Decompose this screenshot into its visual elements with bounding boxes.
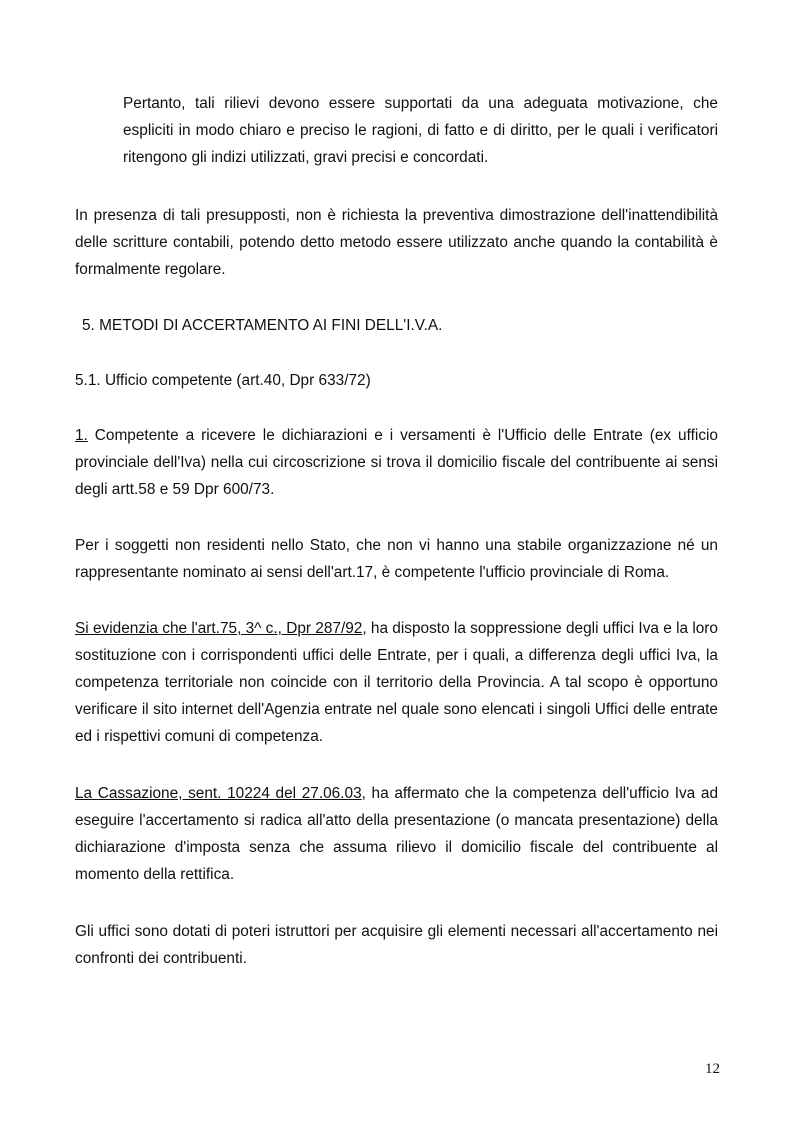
paragraph-soppressione-uffici: [75, 615, 718, 750]
paragraph-poteri-istruttori: Gli uffici sono dotati di poteri istruttori per acquisire gli elementi necessari all'accertamento nei confronti dei contribuenti.: [75, 923, 718, 967]
underlined-reference: La Cassazione, sent. 10224 del 27.06.03: [75, 785, 362, 802]
page-number: 12: [705, 1061, 720, 1077]
paragraph-text: , ha affermato che la competenza dell'ufficio Iva ad eseguire l'accertamento si radica all'atto della presentazione (o mancata presentazione) della dichiarazione d'imposta senza che assuma rilievo il domicilio fiscale del contribuente al momento della rettifica.: [75, 785, 719, 883]
paragraph-cassazione: [75, 780, 718, 888]
section-heading: 5. METODI DI ACCERTAMENTO AI FINI DELL'I.V.A.: [82, 317, 443, 334]
subsection-heading: 5.1. Ufficio competente (art.40, Dpr 633/72): [75, 372, 371, 389]
paragraph-text: , ha disposto la soppressione degli uffici Iva e la loro sostituzione con i corrispondenti uffici delle Entrate, per i quali, a differenza degli uffici Iva, la competenza territoriale non coincide con il territorio della Provincia. A tal scopo è opportuno verificare il sito internet dell'Agenzia entrate nel quale sono elencati i singoli Uffici delle entrate ed i rispettivi comuni di competenza.: [75, 620, 718, 745]
paragraph-motivazione: Pertanto, tali rilievi devono essere supportati da una adeguata motivazione, che espliciti in modo chiaro e preciso le ragioni, di fatto e di diritto, per le quali i verificatori ritengono gli indizi utilizzati, gravi precisi e concordati.: [123, 95, 718, 166]
paragraph-presupposti: In presenza di tali presupposti, non è richiesta la preventiva dimostrazione dell'inattendibilità delle scritture contabili, potendo detto metodo essere utilizzato anche quando la contabilità è formalmente regolare.: [75, 207, 718, 278]
paragraph-non-residenti: Per i soggetti non residenti nello Stato, che non vi hanno una stabile organizzazione né un rappresentante nominato ai sensi dell'art.17, è competente l'ufficio provinciale di Roma.: [75, 537, 718, 581]
underlined-reference: Si evidenzia che l'art.75, 3^ c., Dpr 287/92: [75, 620, 363, 637]
paragraph-ufficio-competente: [75, 422, 718, 503]
paragraph-number: 1.: [75, 427, 88, 444]
paragraph-text: Competente a ricevere le dichiarazioni e i versamenti è l'Ufficio delle Entrate (ex ufficio provinciale dell'Iva) nella cui circoscrizione si trova il domicilio fiscale del contribuente ai sensi degli artt.58 e 59 Dpr 600/73.: [75, 427, 718, 498]
